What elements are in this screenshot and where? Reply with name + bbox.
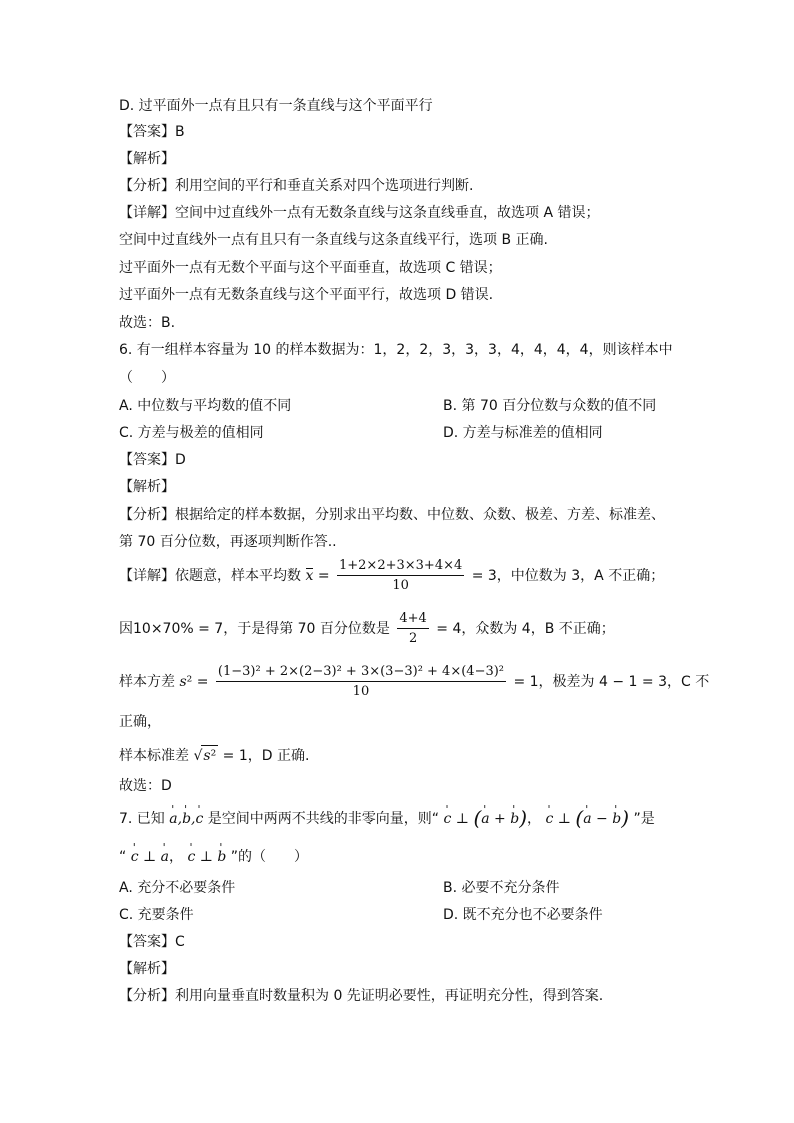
detail-mean-suffix: = 3，中位数为 3，A 不正确； [471, 568, 665, 584]
variance-denominator: 10 [352, 684, 370, 699]
detail-stddev-line [119, 745, 309, 766]
condition-expression-2: ' c ⊥ (' a − ' b) [545, 811, 629, 827]
vector-list: ' a,' b,' c [169, 811, 203, 827]
question-6-option-c: C. 方差与极差的值相同 [119, 425, 264, 441]
detail-variance-cont: 正确， [119, 714, 161, 730]
mean-denominator: 10 [392, 578, 409, 593]
detail-conclusion: 故选：D [119, 778, 172, 794]
stddev-prefix: 样本标准差 [119, 748, 189, 764]
variance-fraction [216, 664, 506, 700]
question-6-option-d: D. 方差与标准差的值相同 [443, 425, 603, 441]
question-7-stem-line2: “ ' c ⊥ ' a， ' c ⊥ ' b ”的（ ） [119, 847, 308, 867]
detail-text-3: 过平面外一点有无数个平面与这个平面垂直，故选项 C 错误； [119, 260, 502, 276]
question-6-blank: （ ） [119, 370, 175, 386]
detail-variance-line: 样本方差 s² = $\frac{\text{(1−3)² + 2×(2−3)² + 3×(3−3)² + 4×(4−3)²}}{10}$ = 1，极差为 4 − 1 = 3，C 不 [119, 664, 710, 699]
mean-numerator: 1+2×2+3×3+4×4 [337, 558, 464, 576]
percentile-denominator: 2 [408, 631, 418, 646]
question-7-option-c: C. 充要条件 [119, 907, 194, 923]
question-7-answer: 【答案】C [119, 934, 185, 950]
detail-mean-line: 【详解】依题意，样本平均数 x = $\frac{1+2\times 2+3\times 3+4\times 4}{10}$ = 3，中位数为 3，A 不正确； [119, 558, 665, 593]
analysis-text: 【分析】利用空间的平行和垂直关系对四个选项进行判断. [119, 178, 474, 194]
answer-label: 【答案】B [119, 124, 185, 140]
condition-expression: ' c ⊥ (' a + ' b) [444, 811, 528, 827]
variance-prefix: 样本方差 [119, 674, 175, 690]
variance-numerator: (1−3)² + 2×(2−3)² + 3×(3−3)² + 4×(4−3)² [216, 664, 506, 682]
question-7-option-d: D. 既不充分也不必要条件 [443, 907, 603, 923]
mean-fraction [337, 558, 464, 594]
option-d-text: D. 过平面外一点有且只有一条直线与这个平面平行 [119, 98, 433, 114]
question-7-analysis-label: 【解析】 [119, 961, 175, 977]
mean-symbol: x [305, 568, 314, 584]
choice-conclusion: 故选：B. [119, 315, 176, 331]
detail-text-4: 过平面外一点有无数条直线与这个平面平行，故选项 D 错误. [119, 287, 494, 303]
detail-mean-prefix: 【详解】依题意，样本平均数 [119, 568, 301, 584]
target-expression: ' c ⊥ ' a [131, 849, 169, 865]
question-7-end: ”是 [633, 811, 655, 827]
question-6-stem: 6. 有一组样本容量为 10 的样本数据为：1，2，2，3，3，3，4，4，4，4，则该样本中 [119, 342, 673, 358]
question-6-analysis-text-1: 【分析】根据给定的样本数据，分别求出平均数、中位数、众数、极差、方差、标准差、 [119, 507, 665, 523]
target-expression-2: ' c ⊥ ' b [187, 849, 226, 865]
question-6-option-b: B. 第 70 百分位数与众数的值不同 [443, 398, 657, 414]
detail-text-1: 【详解】空间中过直线外一点有无数条直线与这条直线垂直，故选项 A 错误； [119, 205, 600, 221]
question-6-option-a: A. 中位数与平均数的值不同 [119, 398, 292, 414]
question-7-analysis-text: 【分析】利用向量垂直时数量积为 0 先证明必要性，再证明充分性，得到答案. [119, 988, 604, 1004]
percentile-fraction [397, 611, 428, 647]
question-7-option-b: B. 必要不充分条件 [443, 880, 560, 896]
question-6-analysis-text-2: 第 70 百分位数，再逐项判断作答.. [119, 534, 337, 550]
question-7-option-a: A. 充分不必要条件 [119, 880, 236, 896]
question-6-answer: 【答案】D [119, 452, 186, 468]
percentile-prefix: 因10×70% = 7，于是得第 70 百分位数是 [119, 621, 390, 637]
question-6-analysis-label: 【解析】 [119, 479, 175, 495]
question-7-mid: 是空间中两两不共线的非零向量，则“ [207, 811, 440, 827]
sqrt-expression: √s² [193, 748, 218, 764]
analysis-label: 【解析】 [119, 151, 175, 167]
question-7-prefix: 7. 已知 [119, 811, 165, 827]
variance-suffix: = 1，极差为 4 − 1 = 3，C 不 [513, 674, 710, 690]
stddev-suffix: = 1，D 正确. [222, 748, 310, 764]
question-7-line2-end: ”的（ ） [230, 849, 309, 865]
percentile-numerator: 4+4 [397, 611, 428, 629]
detail-text-2: 空间中过直线外一点有且只有一条直线与这条直线平行，选项 B 正确. [119, 232, 548, 248]
question-7-stem: 7. 已知 ' a,' b,' c 是空间中两两不共线的非零向量，则“ ' c ⊥ (' a + ' b)， ' c ⊥ (' a − ' b) ”是 [119, 808, 655, 829]
detail-percentile-line [119, 611, 615, 647]
percentile-suffix: = 4，众数为 4，B 不正确； [436, 621, 615, 637]
